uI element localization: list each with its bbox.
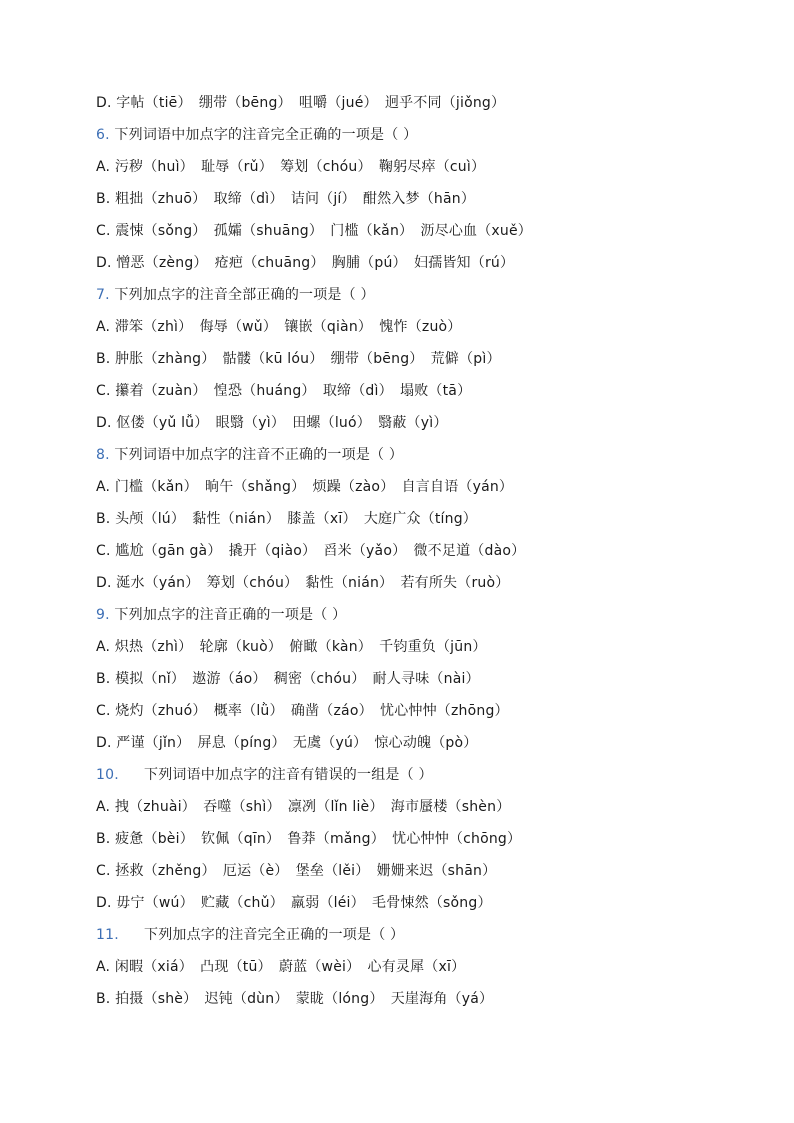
question-text: 下列加点字的注音正确的一项是（ ） xyxy=(109,607,347,623)
question-line xyxy=(96,761,756,793)
question-line xyxy=(96,121,756,153)
question-line xyxy=(96,921,756,953)
question-number: 6. xyxy=(96,127,110,143)
option-line: D. 涎水（yán） 筹划（chóu） 黏性（nián） 若有所失（ruò） xyxy=(96,575,510,591)
question-number: 9. xyxy=(96,607,110,623)
option-line: D. 毋宁（wú） 贮藏（chǔ） 羸弱（léi） 毛骨悚然（sǒng） xyxy=(96,895,492,911)
option-line: A. 闲暇（xiá） 凸现（tū） 蔚蓝（wèi） 心有灵犀（xī） xyxy=(96,959,466,975)
option-line: A. 拽（zhuài） 吞噬（shì） 凛冽（lǐn liè） 海市蜃楼（shèn） xyxy=(96,799,511,815)
option-line: D. 严谨（jǐn） 屏息（píng） 无虞（yú） 惊心动魄（pò） xyxy=(96,735,478,751)
option-line: B. 疲惫（bèi） 钦佩（qīn） 鲁莽（mǎng） 忧心忡忡（chōng） xyxy=(96,831,522,847)
question-text: 下列词语中加点字的注音有错误的一组是（ ） xyxy=(144,767,433,783)
question-text: 下列加点字的注音全部正确的一项是（ ） xyxy=(109,287,375,303)
option-line: D. 字帖（tiē） 绷带（bēng） 咀嚼（jué） 迥乎不同（jiǒng） xyxy=(96,95,506,111)
option-line: A. 门槛（kǎn） 晌午（shǎng） 烦躁（zào） 自言自语（yán） xyxy=(96,479,514,495)
option-line: C. 震悚（sǒng） 孤孀（shuāng） 门槛（kǎn） 沥尽心血（xuě） xyxy=(96,223,533,239)
option-line: A. 炽热（zhì） 轮廓（kuò） 俯瞰（kàn） 千钧重负（jūn） xyxy=(96,639,487,655)
option-line: B. 头颅（lú） 黏性（nián） 膝盖（xī） 大庭广众（tíng） xyxy=(96,511,477,527)
question-number: 7. xyxy=(96,287,110,303)
question-text: 下列词语中加点字的注音完全正确的一项是（ ） xyxy=(109,127,418,143)
question-line xyxy=(96,601,756,633)
option-line: C. 烧灼（zhuó） 概率（lǜ） 确凿（záo） 忧心忡忡（zhōng） xyxy=(96,703,509,719)
question-text: 下列加点字的注音完全正确的一项是（ ） xyxy=(144,927,405,943)
option-line: D. 憎恶（zèng） 疮疤（chuāng） 胸脯（pú） 妇孺皆知（rú） xyxy=(96,255,515,271)
question-line xyxy=(96,281,756,313)
question-number: 10. xyxy=(96,767,119,783)
question-text: 下列词语中加点字的注音不正确的一项是（ ） xyxy=(109,447,404,463)
option-line: C. 拯救（zhěng） 厄运（è） 堡垒（lěi） 姗姗来迟（shān） xyxy=(96,863,497,879)
question-line xyxy=(96,441,756,473)
option-line: A. 滞笨（zhì） 侮辱（wǔ） 镶嵌（qiàn） 愧怍（zuò） xyxy=(96,319,462,335)
option-line: D. 伛偻（yǔ lǚ） 眼翳（yì） 田螺（luó） 翳蔽（yì） xyxy=(96,415,448,431)
option-line: A. 污秽（huì） 耻辱（rǔ） 筹划（chóu） 鞠躬尽瘁（cuì） xyxy=(96,159,486,175)
option-line: B. 粗拙（zhuō） 取缔（dì） 诘问（jí） 酣然入梦（hān） xyxy=(96,191,476,207)
option-line: C. 攥着（zuàn） 惶恐（huáng） 取缔（dì） 塌败（tā） xyxy=(96,383,472,399)
question-number: 11. xyxy=(96,927,119,943)
option-line: B. 拍摄（shè） 迟钝（dùn） 蒙眬（lóng） 天崖海角（yá） xyxy=(96,991,494,1007)
question-number: 8. xyxy=(96,447,110,463)
option-line: B. 模拟（nǐ） 遨游（áo） 稠密（chóu） 耐人寻味（nài） xyxy=(96,671,480,687)
option-line: B. 肿胀（zhàng） 骷髅（kū lóu） 绷带（bēng） 荒僻（pì） xyxy=(96,351,501,367)
option-line: C. 尴尬（gān gà） 撬开（qiào） 舀米（yǎo） 微不足道（dào） xyxy=(96,543,526,559)
document-page xyxy=(96,89,756,1017)
